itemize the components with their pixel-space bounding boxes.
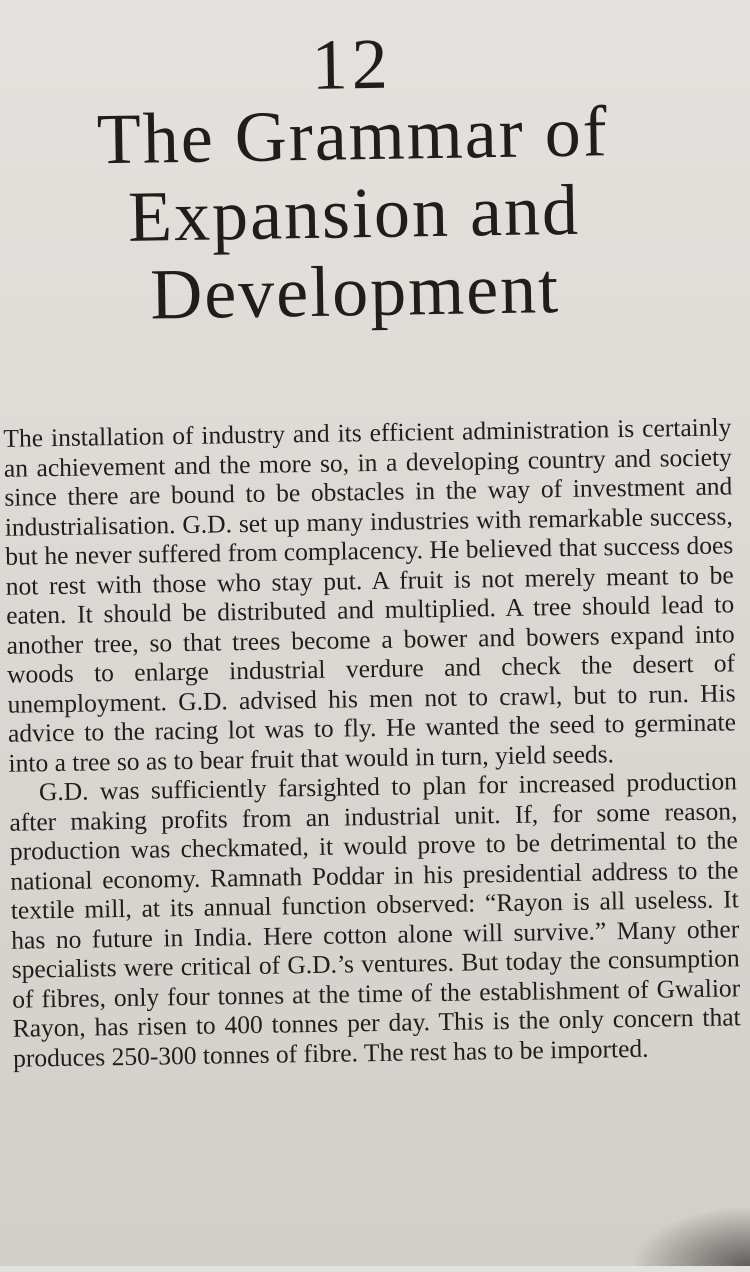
chapter-title-line: Development [149, 248, 561, 335]
chapter-title-line: Expansion and [127, 169, 581, 257]
chapter-number: 12 [310, 23, 393, 105]
chapter-title-line: The Grammar of [96, 91, 610, 180]
chapter-body [3, 412, 741, 1072]
paragraph: The installation of industry and its efficient administration is certainly an achievement and the more so, in a developing country and society since there are bound to be obstacles in the way of investment and industrialisation. G.D. set up many industries with remarkable success, but he never suffered from complacency. He believed that success does not rest with those who stay put. A fruit is not merely meant to be eaten. It should be distributed and multiplied. A tree should lead to another tree, so that trees become a bower and bowers expand into woods to enlarge industrial verdure and check the desert of unemployment. G.D. advised his men not to crawl, but to run. His advice to the racing lot was to fly. He wanted the seed to germinate into a tree so as to bear fruit that would in turn, yield seeds. [3, 412, 737, 778]
chapter-title [0, 91, 716, 336]
paragraph: G.D. was sufficiently farsighted to plan for increased production after making profits from an industrial unit. If, for some reason, production was checkmated, it would prove to be detrimental to the national economy. Ramnath Poddar in his presidential address to the textile mill, at its annual function observed: “Rayon is all useless. It has no future in India. Here cotton alone will survive.” Many other specialists were critical of G.D.’s ventures. But today the consumption of fibres, only four tonnes at the time of the establishment of Gwalior Rayon, has risen to 400 tonnes per day. This is the only concern that produces 250-300 tonnes of fibre. The rest has to be imported. [9, 766, 741, 1073]
page-corner-shadow [630, 1206, 750, 1266]
